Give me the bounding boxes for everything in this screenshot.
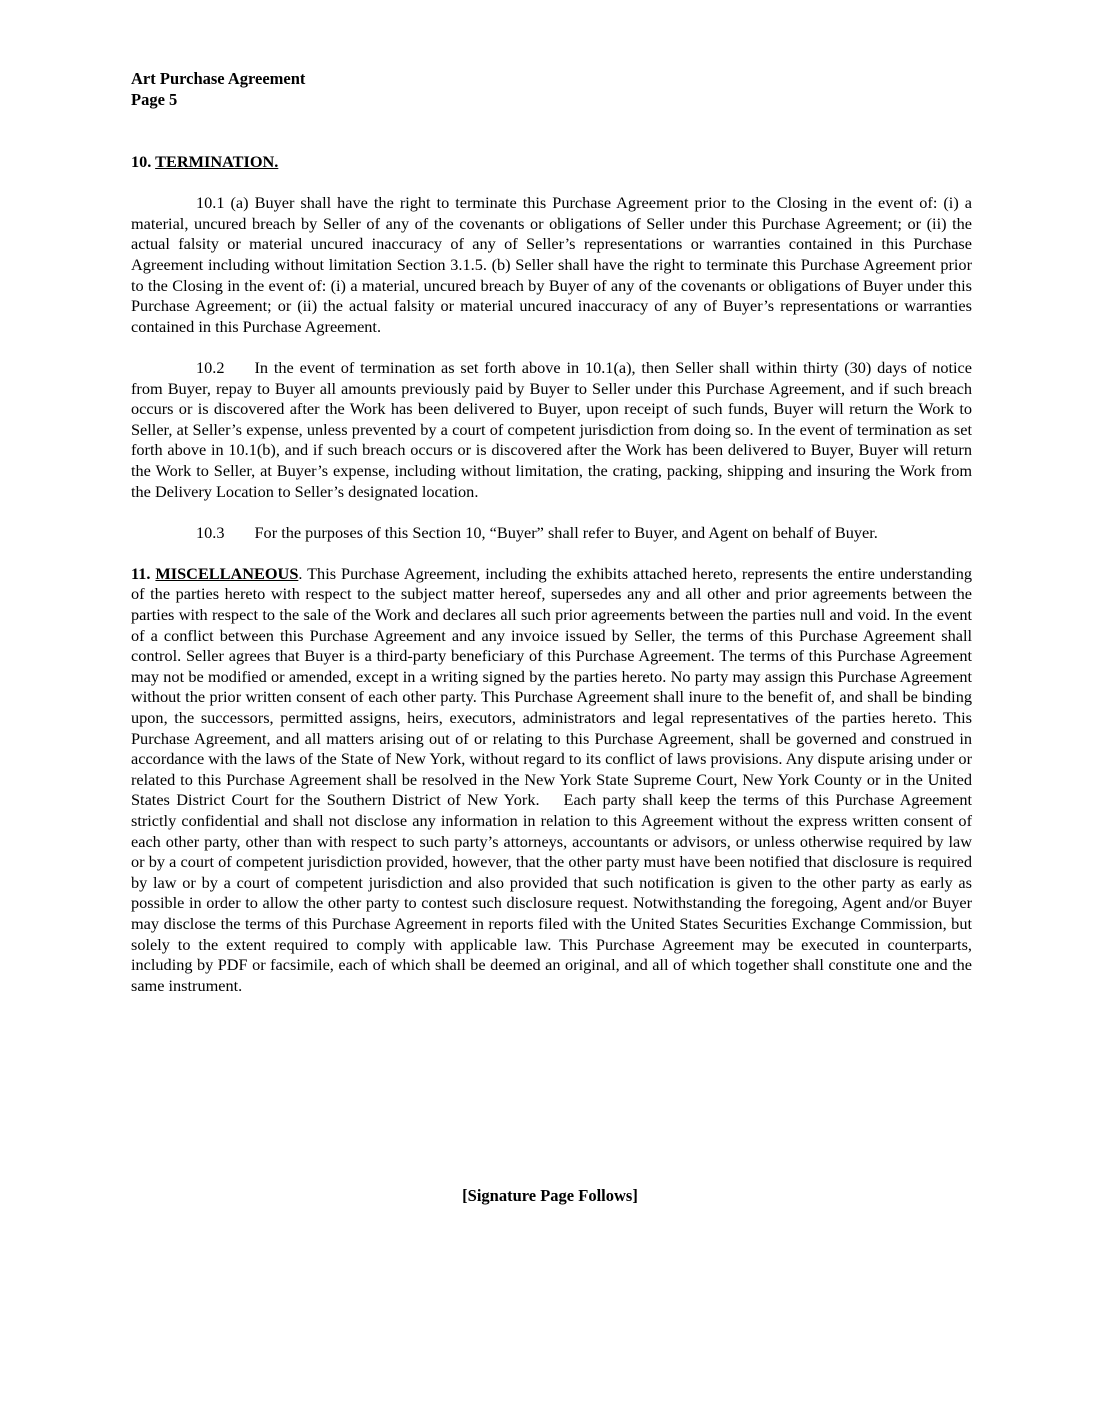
page-header xyxy=(131,68,305,110)
section-11-text-part2: Each party shall keep the terms of this Purchase Agreement strictly confidential and shall not disclose any information in relation to this Agreement without the express written consent of each other party, other than with respect to such party’s attorneys, accountants or advisors, or unless otherwise required by law or by a court of competent jurisdiction provided, however, that the other party must have been notified that disclosure is required by law or by a court of competent jurisdiction and also provided that such notification is given to the other party as early as possible in order to allow the other party to contest such disclosure request. Notwithstanding the foregoing, Agent and/or Buyer may disclose the terms of this Purchase Agreement in reports filed with the United States Securities Exchange Commission, but solely to the extent required to comply with applicable law. This Purchase Agreement may be executed in counterparts, including by PDF or facsimile, each of which shall be deemed an original, and all of which together shall constitute one and the same instrument. xyxy=(131,790,972,995)
spacer xyxy=(131,337,972,358)
signature-page-follows: [Signature Page Follows] xyxy=(462,1186,638,1205)
section-10-title: TERMINATION. xyxy=(155,152,279,171)
section-10-number: 10. xyxy=(131,152,152,171)
paragraph-10-2 xyxy=(131,358,972,502)
paragraph-10-1-number: 10.1 xyxy=(196,193,225,213)
document-body xyxy=(131,152,972,996)
paragraph-10-3-text: For the purposes of this Section 10, “Buyer” shall refer to Buyer, and Agent on behalf of Buyer. xyxy=(254,522,878,542)
paragraph-10-3-number: 10.3 xyxy=(196,522,225,542)
section-11-title: MISCELLANEOUS xyxy=(155,563,299,583)
paragraph-10-3 xyxy=(131,523,972,544)
section-11-text-part1: . This Purchase Agreement, including the exhibits attached hereto, represents the entire understanding of the parties hereto with respect to the subject matter hereof, supersedes any and all other and prior agreements between the parties with respect to the sale of the Work and declares all such prior agreements between the parties null and void. In the event of a conflict between this Purchase Agreement and any invoice issued by Seller, the terms of this Purchase Agreement shall control. Seller agrees that Buyer is a third-party beneficiary of this Purchase Agreement. The terms of this Purchase Agreement may not be modified or amended, except in a writing signed by the parties hereto. No party may assign this Purchase Agreement without the prior written consent of each other party. This Purchase Agreement shall inure to the benefit of, and shall be binding upon, the successors, permitted assigns, heirs, executors, administrators and legal representatives of the parties hereto. This Purchase Agreement, and all matters arising out of or relating to this Purchase Agreement, shall be governed and construed in accordance with the laws of the State of New York, without regard to its conflict of laws provisions. Any dispute arising under or related to this Purchase Agreement shall be resolved in the New York State Supreme Court, New York County or in the United States District Court for the Southern District of New York. xyxy=(131,563,972,810)
document-title: Art Purchase Agreement xyxy=(131,69,306,88)
spacer xyxy=(131,502,972,523)
section-10-heading xyxy=(131,152,972,173)
paragraph-10-2-number: 10.2 xyxy=(196,357,225,377)
spacer xyxy=(131,173,972,194)
spacer xyxy=(131,543,972,564)
paragraph-10-1 xyxy=(131,193,972,337)
paragraph-10-2-text: In the event of termination as set forth above in 10.1(a), then Seller shall within thirty (30) days of notice from Buyer, repay to Buyer all amounts previously paid by Buyer to Seller under this Purchase Agreement, and if such breach occurs or is discovered after the Work has been delivered to Buyer, upon receipt of such funds, Buyer will return the Work to Seller, at Seller’s expense, unless prevented by a court of competent jurisdiction from doing so. In the event of termination as set forth above in 10.1(b), and if such breach occurs or is discovered after the Work has been delivered to Buyer, Buyer will return the Work to Seller, at Buyer’s expense, including without limitation, the crating, packing, shipping and insuring the Work from the Delivery Location to Seller’s designated location. xyxy=(131,357,972,501)
section-11-number: 11. xyxy=(131,563,151,583)
section-11-paragraph xyxy=(131,564,972,996)
paragraph-10-1-text: (a) Buyer shall have the right to terminate this Purchase Agreement prior to the Closing in the event of: (i) a material, uncured breach by Seller of any of the covenants or obligations of Seller under this Purchase Agreement; or (ii) the actual falsity or material uncured inaccuracy of any of Seller’s representations or warranties contained in this Purchase Agreement including without limitation Section 3.1.5. (b) Seller shall have the right to terminate this Purchase Agreement prior to the Closing in the event of: (i) a material, uncured breach by Buyer of any of the covenants or obligations of Buyer under this Purchase Agreement; or (ii) the actual falsity or material uncured inaccuracy of any of Buyer’s representations or warranties contained in this Purchase Agreement. xyxy=(131,193,972,336)
page-number: Page 5 xyxy=(131,90,178,109)
